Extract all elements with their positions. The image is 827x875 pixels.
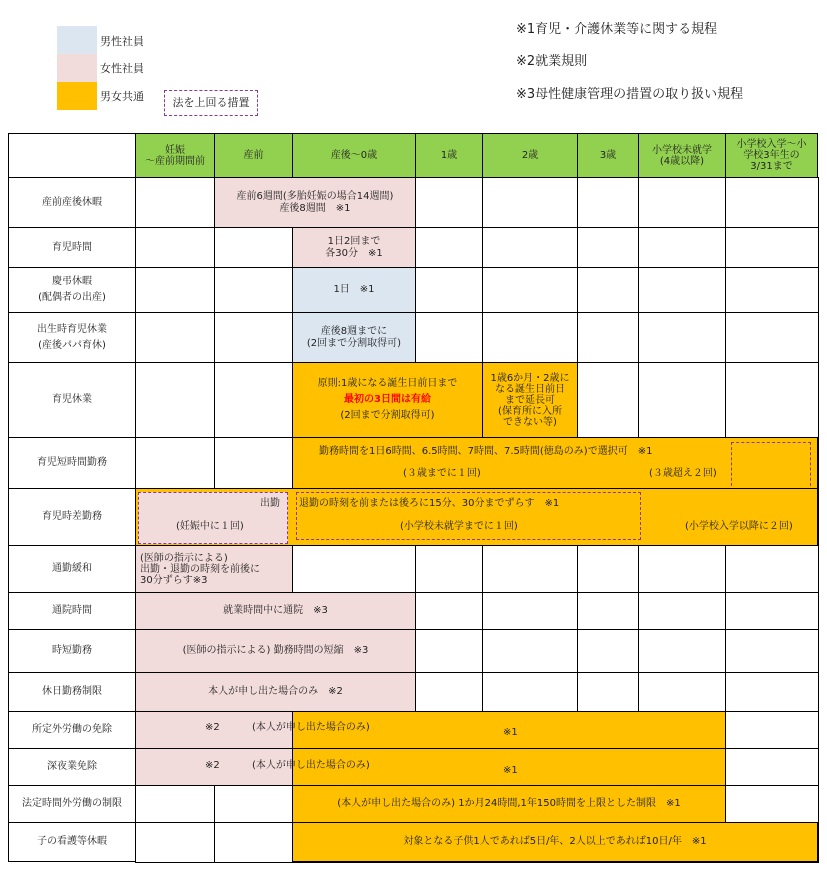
table-cell bbox=[135, 362, 215, 438]
bar-holiday-limit: 本人が申し出た場合のみ ※2 bbox=[135, 672, 416, 712]
staggered-pregnancy: (妊娠中に１回) bbox=[176, 521, 244, 532]
bar-commute-relief: (医師の指示による) 出勤・退勤の時刻を前後に 30分ずらす※3 bbox=[135, 545, 293, 593]
table-cell bbox=[725, 312, 819, 363]
table-cell bbox=[577, 177, 639, 228]
table-cell bbox=[482, 592, 578, 630]
table-cell bbox=[577, 592, 639, 630]
table-cell bbox=[415, 545, 483, 593]
row-label-reduced-hours: 時短勤務 bbox=[8, 629, 136, 673]
row-label-hospital-visit: 通院時間 bbox=[8, 592, 136, 630]
legend-common-label: 男女共通 bbox=[100, 90, 144, 103]
table-cell bbox=[482, 629, 578, 673]
short-hours-left: (３歳までに１回) bbox=[403, 468, 481, 479]
table-cell bbox=[415, 267, 483, 313]
row-label-condolence-leave: 慶弔休暇 (配偶者の出産) bbox=[8, 267, 136, 313]
table-cell bbox=[135, 437, 215, 489]
row-label-child-nursing-leave: 子の看護等休暇 bbox=[8, 822, 136, 862]
table-cell bbox=[577, 312, 639, 363]
table-cell bbox=[415, 629, 483, 673]
table-cell bbox=[725, 592, 819, 630]
night-exemption-rule1: ※1 bbox=[503, 765, 518, 776]
bar-childcare-time: 1日2回まで 各30分 ※1 bbox=[292, 227, 416, 268]
row-label-overtime-exemption: 所定外労働の免除 bbox=[8, 711, 136, 749]
table-cell bbox=[292, 545, 416, 593]
table-cell bbox=[725, 672, 819, 712]
table-cell bbox=[725, 748, 819, 786]
night-exemption-note: (本人が申し出た場合のみ) bbox=[252, 760, 370, 771]
legend-female-swatch bbox=[57, 54, 97, 82]
table-cell bbox=[214, 822, 293, 863]
table-cell bbox=[725, 227, 819, 268]
table-cell bbox=[482, 267, 578, 313]
short-hours-text: 勤務時間を1日6時間、6.5時間、7時間、7.5時間(徳島のみ)で選択可 ※1 bbox=[319, 446, 653, 457]
table-cell bbox=[415, 177, 483, 228]
bar-staggered-hours bbox=[135, 488, 818, 546]
header-postnatal: 産後～0歳 bbox=[292, 133, 416, 178]
table-cell bbox=[577, 629, 639, 673]
table-cell bbox=[638, 362, 726, 438]
legend-common-swatch bbox=[57, 82, 97, 110]
overtime-exemption-rule2: ※2 bbox=[205, 722, 220, 733]
note-3: ※3母性健康管理の措置の取り扱い規程 bbox=[516, 87, 744, 102]
table-cell bbox=[638, 267, 726, 313]
row-label-staggered-hours: 育児時差勤務 bbox=[8, 488, 136, 546]
night-exemption-rule2: ※2 bbox=[205, 760, 220, 771]
row-label-night-exemption: 深夜業免除 bbox=[8, 748, 136, 786]
table-cell bbox=[214, 312, 293, 363]
table-cell bbox=[638, 227, 726, 268]
row-label-childcare-time: 育児時間 bbox=[8, 227, 136, 268]
header-age1: 1歳 bbox=[415, 133, 483, 178]
table-cell bbox=[577, 672, 639, 712]
row-label-childcare-leave: 育児休業 bbox=[8, 362, 136, 438]
table-cell bbox=[135, 312, 215, 363]
table-cell bbox=[214, 227, 293, 268]
row-label-legal-overtime-limit: 法定時間外労働の制限 bbox=[8, 785, 136, 823]
table-cell bbox=[577, 545, 639, 593]
table-cell bbox=[214, 362, 293, 438]
table-cell bbox=[415, 592, 483, 630]
row-label-maternity-leave: 産前産後休暇 bbox=[8, 177, 136, 228]
table-cell bbox=[638, 177, 726, 228]
table-cell bbox=[482, 227, 578, 268]
table-cell bbox=[638, 545, 726, 593]
row-label-commute-relief: 通勤緩和 bbox=[8, 545, 136, 593]
legend-female-label: 女性社員 bbox=[100, 62, 144, 75]
row-label-short-hours: 育児短時間勤務 bbox=[8, 437, 136, 489]
table-cell bbox=[135, 267, 215, 313]
table-cell bbox=[482, 672, 578, 712]
short-hours-right: (３歳超え２回) bbox=[649, 468, 717, 479]
header-pregnancy: 妊娠 ～産前期間前 bbox=[135, 133, 215, 178]
row-label-paternity-leave: 出生時育児休業 (産後パパ育休) bbox=[8, 312, 136, 363]
table-cell bbox=[415, 672, 483, 712]
bar-maternity-leave: 産前6週間(多胎妊娠の場合14週間) 産後8週間 ※1 bbox=[214, 177, 416, 228]
table-cell bbox=[577, 227, 639, 268]
overtime-exemption-note: (本人が申し出た場合のみ) bbox=[252, 722, 370, 733]
bar-childcare-leave: 原則:1歳になる誕生日前日まで 最初の3日間は有給 (2回まで分割取得可) bbox=[292, 362, 483, 438]
table-cell bbox=[135, 227, 215, 268]
staggered-elementary: (小学校入学以降に２回) bbox=[685, 521, 793, 532]
table-cell bbox=[725, 362, 819, 438]
table-cell bbox=[725, 177, 819, 228]
table-cell bbox=[577, 267, 639, 313]
table-cell bbox=[135, 177, 215, 228]
overtime-exemption-rule1: ※1 bbox=[503, 727, 518, 738]
note-2: ※2就業規則 bbox=[516, 54, 588, 69]
table-cell bbox=[638, 629, 726, 673]
table-cell bbox=[135, 785, 215, 823]
bar-legal-overtime-limit: (本人が申し出た場合のみ) 1か月24時間,1年150時間を上限とした制限 ※1 bbox=[292, 785, 726, 823]
table-cell bbox=[214, 785, 293, 823]
table-cell bbox=[725, 545, 819, 593]
table-cell bbox=[638, 312, 726, 363]
legend-above-law bbox=[164, 90, 258, 116]
staggered-text: 退勤の時刻を前または後ろに15分、30分までずらす ※1 bbox=[299, 498, 560, 509]
bar-childcare-leave-extension: 1歳6か月・2歳に なる誕生日前日 まで延長可 (保育所に入所 できない等) bbox=[482, 362, 578, 438]
header-prenatal: 産前 bbox=[214, 133, 293, 178]
legend-male-swatch bbox=[57, 26, 97, 54]
table-cell bbox=[482, 177, 578, 228]
staggered-preschool: (小学校未就学までに１回) bbox=[400, 521, 518, 532]
table-cell bbox=[135, 822, 215, 863]
table-cell bbox=[482, 545, 578, 593]
bar-reduced-hours: (医師の指示による) 勤務時間の短縮 ※3 bbox=[135, 629, 416, 673]
table-cell bbox=[725, 629, 819, 673]
bar-child-nursing-leave: 対象となる子供1人であれば5日/年、2人以上であれば10日/年 ※1 bbox=[292, 822, 818, 862]
table-cell bbox=[638, 592, 726, 630]
table-cell bbox=[214, 267, 293, 313]
header-preschool: 小学校未就学 (4歳以降) bbox=[638, 133, 726, 178]
bar-short-hours bbox=[292, 437, 818, 489]
table-cell bbox=[482, 312, 578, 363]
bar-paternity-leave: 産後8週までに (2回まで分割取得可) bbox=[292, 312, 416, 363]
table-cell bbox=[725, 267, 819, 313]
table-cell bbox=[415, 312, 483, 363]
table-cell bbox=[577, 362, 639, 438]
table-cell bbox=[214, 437, 293, 489]
table-cell bbox=[725, 711, 819, 749]
header-age3: 3歳 bbox=[577, 133, 639, 178]
header-elementary: 小学校入学～小 学校3年生の 3/31まで bbox=[725, 133, 818, 178]
note-1: ※1育児・介護休業等に関する規程 bbox=[516, 22, 718, 37]
table-cell bbox=[415, 227, 483, 268]
header-age2: 2歳 bbox=[482, 133, 578, 178]
table-cell bbox=[638, 672, 726, 712]
legend-male-label: 男性社員 bbox=[100, 35, 144, 48]
table-cell bbox=[725, 785, 819, 823]
legend-above-law-label: 法を上回る措置 bbox=[172, 96, 250, 109]
staggered-shukkin: 出勤 bbox=[260, 498, 280, 509]
bar-condolence-leave: 1日 ※1 bbox=[292, 267, 416, 313]
bar-hospital-visit: 就業時間中に通院 ※3 bbox=[135, 592, 416, 630]
row-label-holiday-limit: 休日勤務制限 bbox=[8, 672, 136, 712]
paid-days-note: 最初の3日間は有給 bbox=[344, 394, 431, 405]
header-blank bbox=[8, 133, 136, 178]
